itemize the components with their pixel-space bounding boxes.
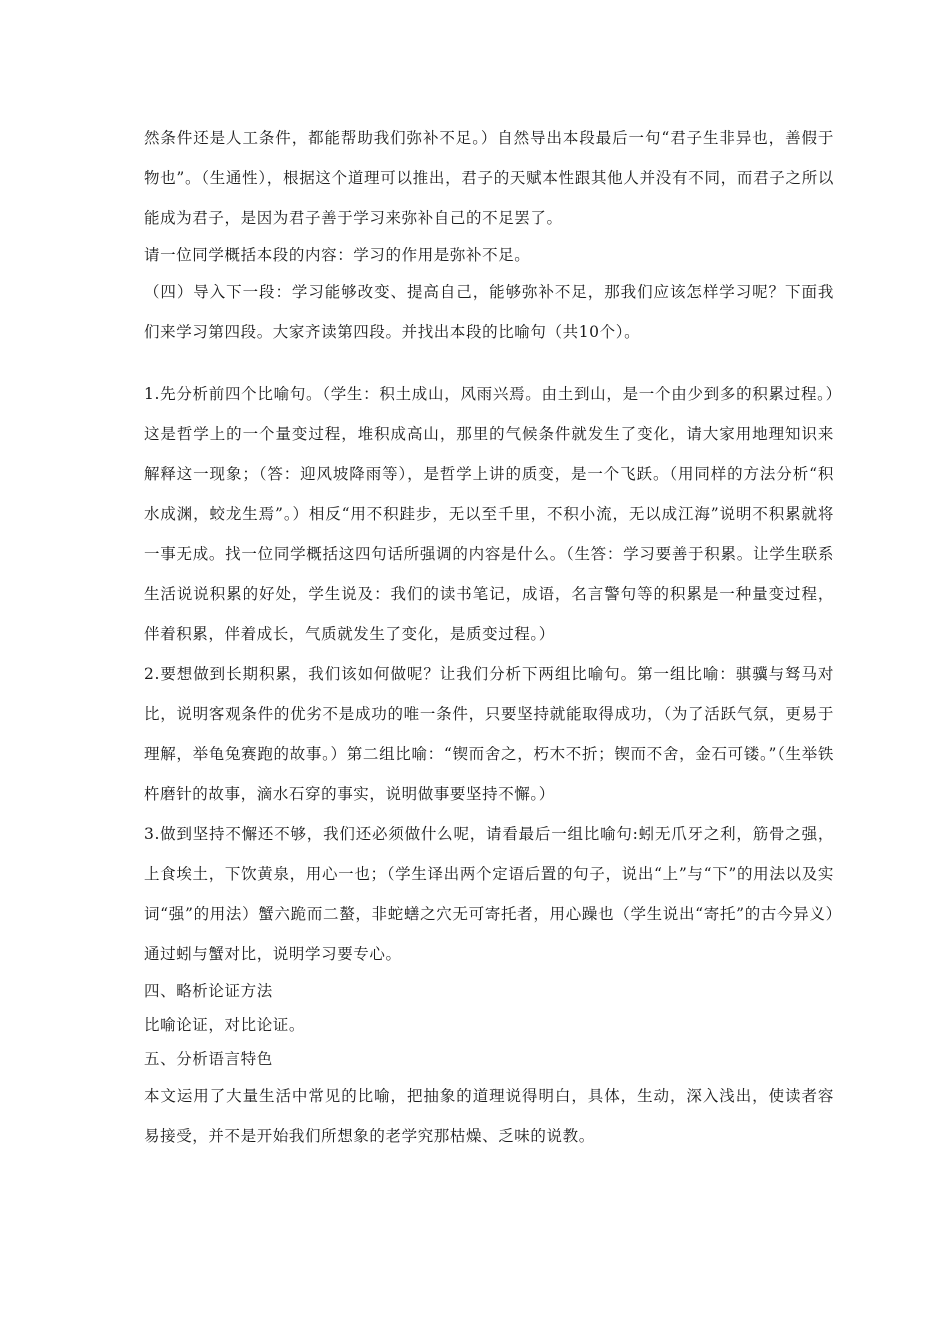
paragraph-7: 比喻论证，对比论证。 (144, 1016, 306, 1034)
paragraph-2: 请一位同学概括本段的内容：学习的作用是弥补不足。 (144, 246, 531, 264)
paragraph-1: 然条件还是人工条件，都能帮助我们弥补不足。）自然导出本段最后一句“君子生非异也，善假于物也”。（生通性），根据这个道理可以推出，君子的天赋本性跟其他人并没有不同，而君子之所以能成为君子，是因为君子善于学习来弥补自己的不足罢了。 (144, 129, 834, 227)
paragraph-6: 3.做到坚持不懈还不够，我们还必须做什么呢，请看最后一组比喻句:蚓无爪牙之利，筋骨之强，上食埃土，下饮黄泉，用心一也；（学生译出两个定语后置的句子，说出“上”与“下”的用法以及实词“强”的用法）蟹六跪而二螯，非蛇蟮之穴无可寄托者，用心躁也（学生说出“寄托”的古今异义）通过蚓与蟹对比，说明学习要专心。 (144, 825, 834, 963)
paragraph-3: （四）导入下一段：学习能够改变、提高自己，能够弥补不足，那我们应该怎样学习呢？下面我们来学习第四段。大家齐读第四段。并找出本段的比喻句（共10个）。 (144, 283, 834, 341)
section-heading-4: 四、略析论证方法 (144, 982, 273, 1000)
paragraph-4: 1.先分析前四个比喻句。（学生：积土成山，风雨兴焉。由土到山，是一个由少到多的积累过程。）这是哲学上的一个量变过程，堆积成高山，那里的气候条件就发生了变化，请大家用地理知识来解释这一现象；（答：迎风坡降雨等），是哲学上讲的质变，是一个飞跃。（用同样的方法分析“积水成渊，蛟龙生焉”。）相反“用不积跬步，无以至千里，不积小流，无以成江海”说明不积累就将一事无成。找一位同学概括这四句话所强调的内容是什么。（生答：学习要善于积累。让学生联系生活说说积累的好处，学生说及：我们的读书笔记，成语，名言警句等的积累是一种量变过程，伴着积累，伴着成长，气质就发生了变化，是质变过程。） (144, 385, 834, 643)
paragraph-gap (144, 352, 834, 374)
section-heading-5: 五、分析语言特色 (144, 1050, 273, 1068)
paragraph-5: 2.要想做到长期积累，我们该如何做呢？让我们分析下两组比喻句。第一组比喻：骐骥与驽马对比，说明客观条件的优劣不是成功的唯一条件，只要坚持就能取得成功，（为了活跃气氛，更易于理解，举龟兔赛跑的故事。）第二组比喻：“锲而舍之，朽木不折；锲而不舍，金石可镂。”（生举铁杵磨针的故事，滴水石穿的事实，说明做事要坚持不懈。） (144, 665, 834, 803)
paragraph-8: 本文运用了大量生活中常见的比喻，把抽象的道理说得明白，具体，生动，深入浅出，使读者容易接受，并不是开始我们所想象的老学究那枯燥、乏味的说教。 (144, 1087, 834, 1145)
document-body (144, 118, 834, 1156)
